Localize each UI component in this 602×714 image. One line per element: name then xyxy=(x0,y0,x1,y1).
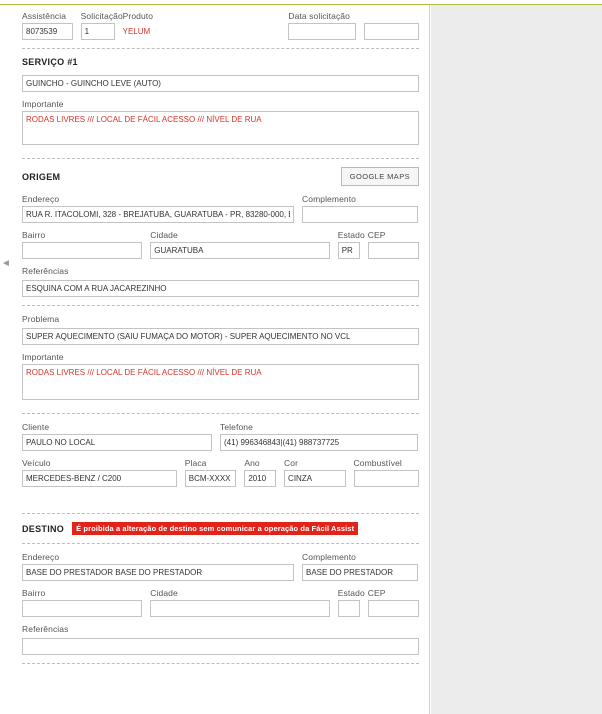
origem-problema-group xyxy=(22,314,419,345)
destino-complemento-input[interactable] xyxy=(302,564,418,581)
combustivel-group xyxy=(354,458,419,487)
origem-importante-label: Importante xyxy=(22,352,64,362)
hora-solicitacao-group xyxy=(364,11,419,40)
origem-complemento-input[interactable] xyxy=(302,206,418,223)
ano-input[interactable] xyxy=(244,470,276,487)
right-side-pane xyxy=(431,5,602,714)
origem-importante-group xyxy=(22,352,419,405)
origem-cep-input[interactable] xyxy=(368,242,419,259)
destino-bairro-input[interactable] xyxy=(22,600,142,617)
servico-importante-group xyxy=(22,99,419,150)
destino-referencias-group xyxy=(22,624,419,655)
origem-bairro-group xyxy=(22,230,142,259)
destino-bairro-row xyxy=(22,588,419,617)
divider-bottom xyxy=(22,663,419,664)
destino-estado-group xyxy=(337,588,365,617)
left-gutter xyxy=(0,5,12,714)
destino-referencias-input[interactable] xyxy=(22,638,419,655)
divider-veiculo xyxy=(22,513,419,514)
origem-problema-input[interactable] xyxy=(22,328,419,345)
servico-importante-label: Importante xyxy=(22,99,64,109)
origem-cidade-input[interactable] xyxy=(150,242,329,259)
origem-referencias-input[interactable] xyxy=(22,280,419,297)
cor-group xyxy=(284,458,346,487)
divider-destino xyxy=(22,543,419,544)
data-solicitacao-group xyxy=(288,11,356,40)
origem-endereco-row xyxy=(22,194,419,223)
destino-cep-input[interactable] xyxy=(368,600,419,617)
data-solicitacao-input[interactable] xyxy=(288,23,356,40)
origem-endereco-input[interactable] xyxy=(22,206,294,223)
assistencia-group xyxy=(22,11,73,40)
destino-section-title: DESTINO xyxy=(22,523,65,534)
origem-section-title: ORIGEM xyxy=(22,171,61,182)
veiculo-row xyxy=(22,458,419,487)
produto-group xyxy=(123,11,281,40)
destino-endereco-group xyxy=(22,552,294,581)
ano-group xyxy=(244,458,276,487)
origem-endereco-group xyxy=(22,194,294,223)
telefone-group xyxy=(220,422,418,451)
produto-label: Produto xyxy=(122,11,154,21)
origem-cep-label: CEP xyxy=(367,230,386,240)
origem-referencias-label: Referências xyxy=(22,266,69,276)
placa-input[interactable] xyxy=(185,470,237,487)
servico-importante-textarea[interactable] xyxy=(22,111,419,145)
origem-referencias-group xyxy=(22,266,419,297)
telefone-label: Telefone xyxy=(220,422,253,432)
destino-estado-label: Estado xyxy=(337,588,365,598)
divider-origem xyxy=(22,305,419,306)
origem-bairro-row xyxy=(22,230,419,259)
hora-solicitacao-label xyxy=(364,11,419,21)
destino-bairro-label: Bairro xyxy=(22,588,46,598)
destino-cep-group xyxy=(368,588,419,617)
assistance-form-panel xyxy=(12,5,430,714)
destino-cidade-input[interactable] xyxy=(150,600,329,617)
cliente-input[interactable] xyxy=(22,434,212,451)
destino-endereco-row xyxy=(22,552,419,581)
origem-cep-group xyxy=(368,230,419,259)
solicitacao-group xyxy=(80,11,123,40)
collapse-panel-icon[interactable]: ◄ xyxy=(1,258,11,269)
destino-bairro-group xyxy=(22,588,142,617)
destino-endereco-label: Endereço xyxy=(22,552,60,562)
cliente-row xyxy=(22,422,419,451)
origem-complemento-group xyxy=(302,194,418,223)
data-solicitacao-label: Data solicitação xyxy=(288,11,350,21)
origem-cidade-group xyxy=(150,230,329,259)
origem-bairro-input[interactable] xyxy=(22,242,142,259)
destino-estado-input[interactable] xyxy=(338,600,360,617)
solicitacao-input[interactable] xyxy=(81,23,115,40)
destino-endereco-input[interactable] xyxy=(22,564,294,581)
veiculo-group xyxy=(22,458,177,487)
origem-endereco-label: Endereço xyxy=(22,194,60,204)
origem-complemento-label: Complemento xyxy=(302,194,357,204)
hora-solicitacao-input[interactable] xyxy=(364,23,419,40)
combustivel-input[interactable] xyxy=(354,470,419,487)
servico-input[interactable] xyxy=(22,75,419,92)
origem-section-header xyxy=(22,167,419,186)
combustivel-label: Combustível xyxy=(353,458,402,468)
divider-servico xyxy=(22,158,419,159)
destino-section-header xyxy=(22,522,419,535)
placa-group xyxy=(185,458,237,487)
divider-problema xyxy=(22,413,419,414)
google-maps-button[interactable]: GOOGLE MAPS xyxy=(341,167,419,186)
produto-value xyxy=(123,23,281,40)
origem-problema-label: Problema xyxy=(22,314,60,324)
cliente-group xyxy=(22,422,212,451)
destino-cidade-group xyxy=(150,588,329,617)
origem-cidade-label: Cidade xyxy=(150,230,178,240)
servico-field-group xyxy=(22,73,419,92)
origem-bairro-label: Bairro xyxy=(22,230,46,240)
assistencia-label: Assistência xyxy=(22,11,67,21)
cor-input[interactable] xyxy=(284,470,346,487)
cliente-label: Cliente xyxy=(22,422,50,432)
placa-label: Placa xyxy=(184,458,207,468)
destino-complemento-group xyxy=(302,552,418,581)
origem-estado-input[interactable] xyxy=(338,242,360,259)
solicitacao-label: Solicitação xyxy=(80,11,123,21)
destino-cep-label: CEP xyxy=(367,588,386,598)
origem-importante-textarea[interactable] xyxy=(22,364,419,400)
destino-complemento-label: Complemento xyxy=(302,552,357,562)
servico-section-title: SERVIÇO #1 xyxy=(22,57,78,67)
origem-estado-group xyxy=(337,230,365,259)
origem-estado-label: Estado xyxy=(337,230,365,240)
destino-cidade-label: Cidade xyxy=(150,588,178,598)
telefone-input[interactable] xyxy=(220,434,418,451)
divider-header xyxy=(22,48,419,49)
cor-label: Cor xyxy=(284,458,299,468)
destino-referencias-label: Referências xyxy=(22,624,69,634)
assistencia-input[interactable] xyxy=(22,23,73,40)
destino-warning-badge: É proibida a alteração de destino sem comunicar a operação da Fácil Assist xyxy=(72,522,358,535)
veiculo-input[interactable] xyxy=(22,470,177,487)
header-row xyxy=(22,11,419,40)
ano-label: Ano xyxy=(244,458,260,468)
veiculo-label: Veículo xyxy=(22,458,51,468)
